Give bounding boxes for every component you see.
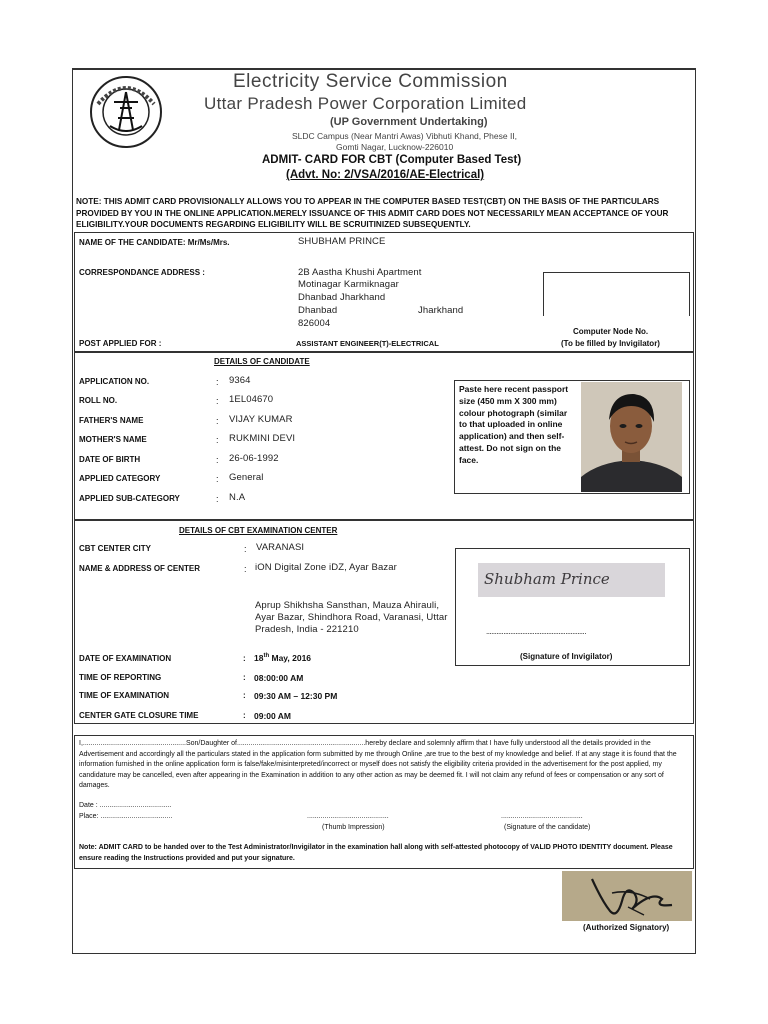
fathers-name: VIJAY KUMAR [229, 414, 293, 425]
applied-category: General [229, 472, 264, 483]
reporting-time: 08:00:00 AM [254, 673, 304, 683]
application-no: 9364 [229, 375, 251, 386]
declaration-text: I,.....................................................Son/Daughter of..................................................................hereby declare and solemnly affirm that I have fully understood all the details provided in the Advertisement and accordingly all the particulars stated in the application form submitted by me through Online ,are true to the best of my knowledge and belief. If at any stage it is found that the information furnished in the online application form is false/fake/misinterpreted/incorrect or myself does not satisfy the eligibility criteria provided in the advertisement for the post applied, my candidature may be cancelled, even after appearing in the Examination in addition to any other action as may be deemed fit. I will not claim any refund of fees or compensation or any sort of damages. [79, 740, 677, 789]
invigilator-dots: .......................................................... [486, 627, 586, 636]
center-address-line: Ayar Bazar, Shindhora Road, Varanasi, Uttar [255, 612, 448, 623]
handover-note: Note: ADMIT CARD to be handed over to the Test Administrator/Invigilator in the examination hall along with self-attested photocopy of VALID PHOTO IDENTITY document. Please ensure reading the Instructions provided and put your signature. [79, 844, 673, 862]
invigilator-signature-label: (Signature of Invigilator) [520, 652, 613, 661]
detail-label: DATE OF BIRTH [79, 455, 141, 464]
mothers-name: RUKMINI DEVI [229, 433, 296, 444]
undertaking: (UP Government Undertaking) [330, 116, 488, 128]
detail-label: FATHER'S NAME [79, 416, 144, 425]
center-name: iON Digital Zone iDZ, Ayar Bazar [255, 562, 397, 573]
company-name: Uttar Pradesh Power Corporation Limited [204, 94, 527, 113]
address-line-2: Gomti Nagar, Lucknow-226010 [336, 142, 454, 152]
exam-time: 09:30 AM – 12:30 PM [254, 691, 338, 701]
center-heading: DETAILS OF CBT EXAMINATION CENTER [179, 526, 338, 535]
reporting-time-label: TIME OF REPORTING [79, 673, 162, 682]
post-label: POST APPLIED FOR : [79, 339, 162, 348]
address-pin: 826004 [298, 318, 331, 329]
detail-label: MOTHER'S NAME [79, 435, 147, 444]
details-heading: DETAILS OF CANDIDATE [214, 357, 310, 366]
detail-label: APPLICATION NO. [79, 377, 150, 386]
detail-colon: : [243, 654, 246, 663]
address-line: 2B Aastha Khushi Apartment [298, 267, 422, 278]
candidate-name: SHUBHAM PRINCE [298, 236, 386, 247]
exam-date-label: DATE OF EXAMINATION [79, 654, 172, 663]
applied-sub-category: N.A [229, 492, 246, 503]
center-address-line: Aprup Shikhsha Sansthan, Mauza Ahirauli, [255, 600, 440, 611]
candidate-signature-image [478, 563, 665, 597]
exam-time-label: TIME OF EXAMINATION [79, 691, 170, 700]
detail-colon: : [243, 691, 246, 700]
place-field: Place: ..................................... [79, 813, 173, 820]
candidate-signature-label: (Signature of the candidate) [504, 824, 591, 831]
detail-label: APPLIED CATEGORY [79, 474, 161, 483]
candidate-signature-text: Shubham Prince [484, 570, 610, 588]
org-name: Electricity Service Commission [233, 71, 508, 92]
detail-label: ROLL NO. [79, 396, 118, 405]
address-line: Motinagar Karmiknagar [298, 279, 399, 290]
advt-number: (Advt. No: 2/VSA/2016/AE-Electrical) [286, 169, 485, 181]
detail-colon: : [244, 544, 247, 554]
exam-date: 18th May, 2016 [254, 653, 312, 663]
upccl-logo-icon [86, 74, 166, 150]
admit-card-title: ADMIT- CARD FOR CBT (Computer Based Test) [262, 154, 522, 166]
name-label: NAME OF THE CANDIDATE: Mr/Ms/Mrs. [79, 238, 230, 247]
thumb-impression-label: (Thumb Impression) [322, 824, 385, 831]
address-state: Jharkhand [418, 305, 464, 316]
address-line: Dhanbad Jharkhand [298, 292, 386, 303]
eligibility-note: NOTE: THIS ADMIT CARD PROVISIONALLY ALLOWS YOU TO APPEAR IN THE COMPUTER BASED TEST(CBT) ON THE BASIS OF THE PARTICULARS PROVIDED BY YOU IN THE ONLINE APPLICATION.MERELY ISSUANCE OF THIS ADMIT CARD DOES NOT NECESSARILY MEAN ACCEPTANCE OF YOUR ELIGIBILITY.YOUR DOCUMENTS REGARDING ELIGIBILITY WILL BE SCRUITINIZED SUBSEQUENTLY. [76, 197, 669, 229]
detail-colon: : [243, 711, 246, 720]
date-field: Date : ..................................... [79, 802, 172, 809]
address-line: Dhanbad [298, 305, 338, 316]
detail-label: APPLIED SUB-CATEGORY [79, 494, 180, 503]
gate-closure-time: 09:00 AM [254, 711, 292, 721]
detail-colon: : [216, 455, 219, 465]
detail-colon: : [216, 396, 219, 406]
thumb-dots: .......................................... [307, 813, 389, 820]
gate-closure-label: CENTER GATE CLOSURE TIME [79, 711, 199, 720]
roll-no: 1EL04670 [229, 394, 274, 405]
candidate-photo [581, 382, 682, 492]
detail-colon: : [243, 673, 246, 682]
detail-colon: : [216, 474, 219, 484]
detail-colon: : [216, 377, 219, 387]
center-city-label: CBT CENTER CITY [79, 544, 151, 553]
center-address-line: Pradesh, India - 221210 [255, 624, 359, 635]
authorized-signatory-label: (Authorized Signatory) [583, 923, 670, 932]
photo-instructions: Paste here recent passport size (450 mm X 300 mm) colour photograph (similar to that uploaded in online application) and then self-attest. Do not sign on the face. [459, 384, 569, 465]
date-of-birth: 26-06-1992 [229, 453, 279, 464]
detail-colon: : [244, 564, 247, 574]
detail-colon: : [216, 494, 219, 504]
detail-colon: : [216, 416, 219, 426]
authorized-signature-image [562, 871, 692, 921]
post-applied: ASSISTANT ENGINEER(T)-ELECTRICAL [296, 339, 439, 348]
candidate-sig-dots: .......................................... [501, 813, 583, 820]
node-label: Computer Node No. [573, 327, 649, 336]
center-city: VARANASI [256, 542, 305, 553]
node-note: (To be filled by Invigilator) [561, 339, 660, 348]
address-line-1: SLDC Campus (Near Mantri Awas) Vibhuti Khand, Phese II, [292, 131, 518, 141]
computer-node-box [543, 272, 690, 316]
address-label: CORRESPONDANCE ADDRESS : [79, 268, 205, 277]
detail-colon: : [216, 435, 219, 445]
center-name-label: NAME & ADDRESS OF CENTER [79, 564, 201, 573]
